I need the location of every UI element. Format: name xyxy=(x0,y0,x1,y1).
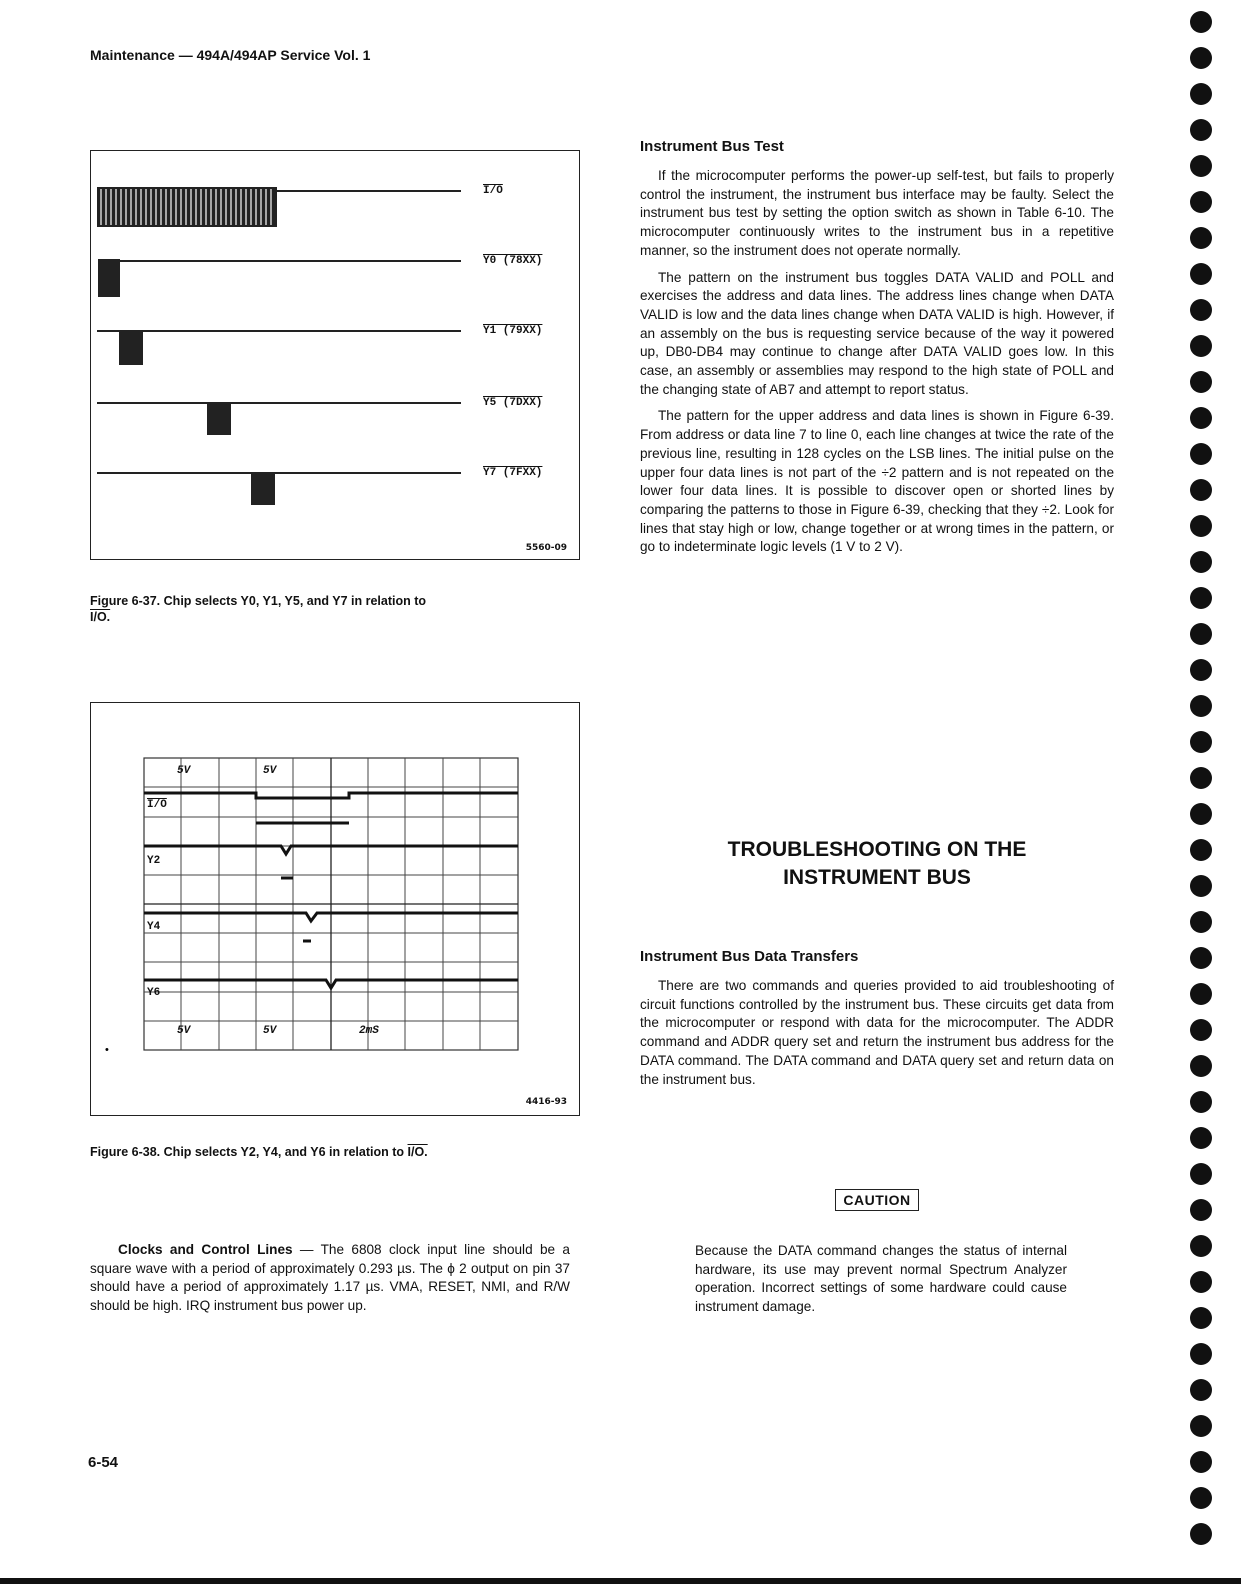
trace-label-y6: Y6 xyxy=(147,987,161,999)
figure-6-38-caption xyxy=(90,1144,578,1160)
running-header: Maintenance — 494A/494AP Service Vol. 1 xyxy=(90,47,371,63)
trace-label-y4: Y4 xyxy=(147,921,161,933)
clocks-body: — The 6808 clock input line should be a square wave with a period of approximately 0.293 µs. The ϕ 2 output on pin 37 should have a period of approximately 1.17 µs. VMA, RESET, NMI, and R/W should be high. IRQ instrument bus power up. xyxy=(90,1242,570,1314)
section-title-line2: INSTRUMENT BUS xyxy=(783,866,971,889)
signal-label-io: I/O xyxy=(483,185,503,197)
y1-trace xyxy=(97,331,461,365)
caption-tail: I/O. xyxy=(90,610,111,624)
caution-box-wrap xyxy=(640,1189,1114,1211)
caption-number: Figure 6-37. xyxy=(90,594,161,608)
data-transfers-paragraph: There are two commands and queries provided to aid troubleshooting of circuit functions controlled by the instrument bus. These circuits get data from the microcomputer or respond with data for the microcomputer. The ADDR command and ADDR query set and return the instrument bus address for the DATA command. The DATA command and DATA query set and return data on the instrument bus. xyxy=(640,978,1114,1087)
caution-label: CAUTION xyxy=(835,1189,918,1211)
trace-label-y2: Y2 xyxy=(147,855,161,867)
y7-trace xyxy=(97,473,461,505)
caution-body: Because the DATA command changes the status of internal hardware, its use may prevent normal Spectrum Analyzer operation. Incorrect settings of some hardware could cause instrument damage. xyxy=(695,1243,1067,1315)
signal-label-y5: Y5 (7DXX) xyxy=(483,397,543,409)
scale-bottom-3: 2mS xyxy=(359,1025,379,1037)
figure-6-38 xyxy=(90,702,580,1116)
caption-number: Figure 6-38. xyxy=(90,1145,161,1159)
caption-text: Chip selects Y0, Y1, Y5, and Y7 in relation to xyxy=(163,594,427,608)
signal-label-y0: Y0 (78XX) xyxy=(483,255,543,267)
ibt-paragraph-3: The pattern for the upper address and data lines is shown in Figure 6-39. From address or data line 7 to line 0, each line changes at twice the rate of the previous line, resulting in 128 cycles on the LSB lines. The initial pulse on the upper four data lines is not part of the ÷2 pattern and is not repeated on the lower four data lines. It is possible to discover open or shorted lines by comparing the patterns to those in Figure 6-39, checking that they ÷2. Look for lines that stay high or low, change together or at wrong times in the pattern, or go to indeterminate logic levels (1 V to 2 V). xyxy=(640,408,1114,555)
right-column xyxy=(640,138,1114,565)
y0-trace xyxy=(98,259,461,297)
clocks-paragraph xyxy=(90,1241,570,1324)
scale-bottom-1: 5V xyxy=(177,1025,191,1037)
scale-top-1: 5V xyxy=(177,765,191,777)
scale-bottom-2: 5V xyxy=(263,1025,277,1037)
ibt-paragraph-1: If the microcomputer performs the power-up self-test, but fails to properly control the instrument, the instrument bus interface may be faulty. Select the instrument bus test by setting the option switch as shown in Table 6-10. The microcomputer continuously writes to the instrument bus in a repetitive manner, so the instrument does not operate normally. xyxy=(640,168,1114,258)
bottom-rule xyxy=(0,1578,1241,1584)
ibt-paragraph-2: The pattern on the instrument bus toggles DATA VALID and POLL and exercises the address and data lines. The address lines change when DATA VALID is low and the data lines change when DATA VALID is high. However, if an assembly on the bus is requesting service because of the way it powered up, DB0-DB4 may continue to change after DATA VALID goes low. In this case, an assembly or assemblies may respond to the high state of POLL and the changing state of AB7 and attempt to report status. xyxy=(640,269,1114,397)
figure-6-37-caption xyxy=(90,593,578,625)
section-title-line1: TROUBLESHOOTING ON THE xyxy=(727,838,1027,861)
figure-6-37-diagram xyxy=(91,151,579,559)
scale-top-2: 5V xyxy=(263,765,277,777)
section-title xyxy=(640,836,1114,892)
svg-text:•: • xyxy=(105,1044,109,1056)
page-number: 6-54 xyxy=(88,1454,119,1471)
signal-label-y1: Y1 (79XX) xyxy=(483,325,543,337)
caption-tail: I/O. xyxy=(407,1145,428,1159)
data-transfers-heading: Instrument Bus Data Transfers xyxy=(640,948,859,965)
figure-6-37 xyxy=(90,150,580,560)
data-transfers xyxy=(640,948,1114,1097)
trace-label-io: I/O xyxy=(147,799,167,811)
caution-text xyxy=(695,1242,1067,1325)
y5-trace xyxy=(97,403,461,435)
clocks-heading: Clocks and Control Lines xyxy=(118,1242,293,1257)
binder-holes xyxy=(1183,0,1219,1584)
figure-id: 4416-93 xyxy=(525,1097,567,1107)
instrument-bus-test-heading: Instrument Bus Test xyxy=(640,138,784,155)
signal-label-y7: Y7 (7FXX) xyxy=(483,467,543,479)
caption-text: Chip selects Y2, Y4, and Y6 in relation to xyxy=(163,1145,405,1159)
io-burst xyxy=(97,187,461,227)
figure-id: 5560-09 xyxy=(525,543,567,553)
figure-6-38-scope xyxy=(91,703,579,1115)
